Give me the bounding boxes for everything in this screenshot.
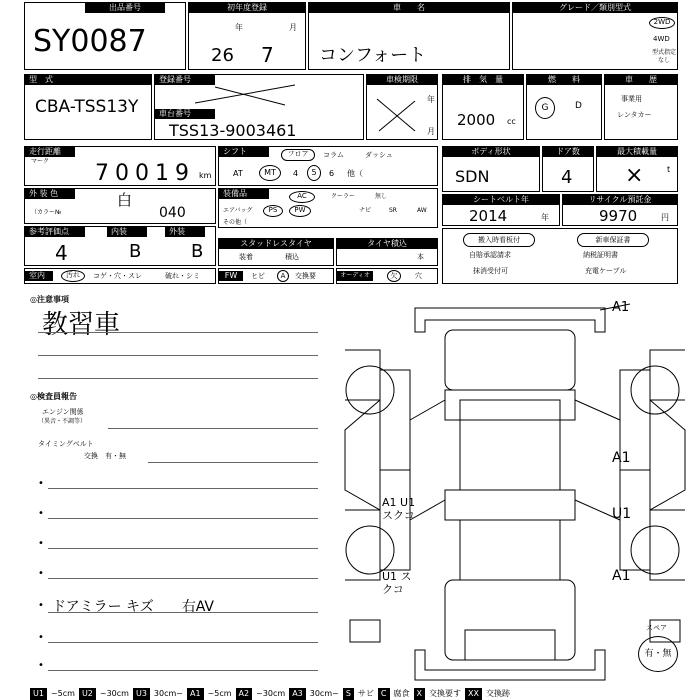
legend-desc-0: ~5cm <box>47 688 79 700</box>
legend-code-5: A3 <box>289 688 306 700</box>
diagram-label-left-door-front: U1 スクコ <box>382 570 412 596</box>
legend-code-8: X <box>414 688 425 700</box>
diagram-label-right-mid: U1 <box>612 506 632 522</box>
legend-code-9: XX <box>465 688 482 700</box>
first-reg-month: 7 <box>261 43 274 67</box>
registration-label: 登録番号 <box>155 75 215 85</box>
legend-desc-5: 30cm~ <box>306 688 343 700</box>
legend-code-4: A2 <box>236 688 253 700</box>
equip-pw: PW <box>289 205 311 217</box>
report-bullet-7: • <box>38 660 44 671</box>
displacement-unit: cc <box>507 117 516 126</box>
report-line-5 <box>48 612 318 613</box>
evaluation-box <box>24 226 216 266</box>
recycle-label: リサイクル預託金 <box>563 195 677 205</box>
report-bullet-6: • <box>38 632 44 643</box>
car-damage-diagram <box>330 290 700 686</box>
color-value: 白 <box>117 191 133 209</box>
grade-box <box>512 2 678 70</box>
first-reg-month-label: 月 <box>289 23 297 32</box>
overall-grade: 4 <box>55 241 68 265</box>
engine-line <box>108 428 318 429</box>
equipment-label: 装備品 <box>219 189 269 199</box>
legend-desc-6: サビ <box>354 688 378 700</box>
color-no-label: （カラー№ <box>31 209 62 216</box>
shift-5: 5 <box>307 165 321 181</box>
doors-value: 4 <box>561 167 573 188</box>
fuel-d: D <box>575 101 582 111</box>
engine-sub: （異音・不調等） <box>38 418 87 425</box>
equip-ps: PS <box>263 205 283 217</box>
history-label: 車 歴 <box>605 75 677 85</box>
car-name-label: 車 名 <box>309 3 509 13</box>
report-bullet-1: • <box>38 478 44 489</box>
body-label: ボディ形状 <box>443 147 539 157</box>
fw-exchange: 交換要 <box>295 272 316 280</box>
legend-code-7: C <box>378 688 390 700</box>
legend-desc-8: 交換要す <box>425 688 465 700</box>
interior-burn: コゲ・穴・スレ <box>93 272 142 280</box>
equip-ac: AC <box>289 191 315 203</box>
interior-dirt: 汚れ <box>61 270 85 282</box>
diagram-label-top-right: A1 <box>612 300 630 315</box>
doc-warranty: 新車保証書 <box>577 233 649 247</box>
capacity-value: × <box>625 163 644 188</box>
documents-box <box>442 228 678 284</box>
notes-line-2 <box>38 355 318 356</box>
fw-label: FW <box>219 271 243 281</box>
model-type: CBA-TSS13Y <box>35 97 139 117</box>
notes-text: 教習車 <box>42 310 121 340</box>
equip-cooler: クーラー <box>331 193 356 200</box>
mileage-value: 70019 <box>95 161 195 186</box>
timing-exchange: 交換 有・無 <box>84 452 126 460</box>
first-registration-label: 初年度登録 <box>189 3 305 13</box>
first-registration-box <box>188 2 306 70</box>
legend-desc-2: 30cm~ <box>150 688 187 700</box>
interior-tear: 破れ・シミ <box>165 272 200 280</box>
capacity-unit: t <box>667 165 671 174</box>
inspection-box <box>366 74 438 140</box>
color-label: 外 装 色 <box>25 189 75 199</box>
fuel-g: G <box>535 97 555 119</box>
seatbelt-year-unit: 年 <box>541 213 549 222</box>
studless-installed: 装着 <box>239 253 253 261</box>
recycle-unit: 円 <box>661 213 669 222</box>
model-type-label: 型 式 <box>25 75 151 85</box>
studless-loaded: 積込 <box>285 253 299 261</box>
doors-label: ドア数 <box>543 147 593 157</box>
displacement-value: 2000 <box>457 111 496 129</box>
history-box <box>604 74 678 140</box>
shift-dash: ダッシュ <box>365 151 393 159</box>
equip-other: その他（ <box>223 219 248 226</box>
interior-condition-box <box>24 268 216 284</box>
model-rank-none: 型式指定なし <box>651 49 676 64</box>
studless-box <box>218 238 334 266</box>
registration-box <box>154 74 364 140</box>
displacement-box <box>442 74 524 140</box>
report-line-1 <box>48 488 318 489</box>
lot-number-label: 出品番号 <box>85 3 165 13</box>
notes-label: ◎注意事項 <box>30 295 69 304</box>
tire-load-box <box>336 238 438 266</box>
inspection-year-label: 年 <box>427 95 435 104</box>
fw-crack: ヒビ <box>251 272 265 280</box>
audio-missing: 欠 <box>387 270 401 282</box>
history-rental: レンタカー <box>617 111 652 119</box>
doc-deregister: 抹消受付可 <box>473 267 508 275</box>
equip-none: 無し <box>375 193 388 200</box>
shift-floor: フロア <box>281 149 315 161</box>
timing-line <box>148 462 318 463</box>
notes-line-1 <box>38 332 318 333</box>
report-bullet-3: • <box>38 538 44 549</box>
report-line-3 <box>48 548 318 549</box>
report-line-7 <box>48 670 318 671</box>
legend-code-3: A1 <box>187 688 204 700</box>
recycle-value: 9970 <box>599 207 638 225</box>
equip-sr: SR <box>389 207 397 214</box>
interior-cond-label: 室内 <box>25 271 53 281</box>
shift-other: 他（ <box>347 169 363 178</box>
car-name-box <box>308 2 510 70</box>
model-type-box <box>24 74 152 140</box>
shift-6: 6 <box>329 169 335 178</box>
car-name: コンフォート <box>319 45 427 66</box>
legend-desc-4: ~30cm <box>252 688 289 700</box>
tire-load-label: タイヤ積込 <box>337 239 437 249</box>
capacity-box <box>596 146 678 192</box>
mileage-unit: km <box>199 171 212 180</box>
spare-value: 有・無 <box>638 636 678 672</box>
fuel-label: 燃 料 <box>527 75 601 85</box>
doc-signboard: 搬入時看板付 <box>463 233 535 247</box>
inspector-label: ◎検査員報告 <box>30 392 77 401</box>
legend-code-6: S <box>343 688 354 700</box>
grade-label: グレード／類別型式 <box>513 3 677 13</box>
doc-charger: 充電ケーブル <box>585 267 627 275</box>
drive-2wd: 2WD <box>649 17 675 29</box>
eval-label: 参考評価点 <box>25 227 85 237</box>
history-business: 事業用 <box>621 95 642 103</box>
tire-load-unit: 本 <box>417 253 424 261</box>
legend-desc-9: 交換跡 <box>482 688 514 700</box>
seatbelt-box <box>442 194 560 226</box>
report-text-5: ドアミラー キズ 右AV <box>52 599 215 615</box>
legend-code-0: U1 <box>30 688 47 700</box>
audio-hole: 穴 <box>415 272 422 280</box>
report-line-4 <box>48 578 318 579</box>
mileage-box <box>24 146 216 186</box>
shift-mt: MT <box>259 165 281 181</box>
chassis-label: 車台番号 <box>155 109 215 119</box>
shift-label: シフト <box>219 147 269 157</box>
doors-box <box>542 146 594 192</box>
legend-desc-1: ~30cm <box>96 688 133 700</box>
legend-desc-7: 腐食 <box>390 688 414 700</box>
fuel-box <box>526 74 602 140</box>
inspection-cross-out <box>375 97 419 133</box>
fw-box <box>218 268 334 284</box>
diagram-label-right-rear: A1 <box>612 450 631 466</box>
recycle-box <box>562 194 678 226</box>
displacement-label: 排 気 量 <box>443 75 523 85</box>
equip-aw: AW <box>417 207 427 214</box>
report-bullet-2: • <box>38 508 44 519</box>
registration-cross-out <box>195 83 295 107</box>
equipment-box <box>218 188 438 228</box>
body-value: SDN <box>455 167 490 186</box>
color-no: 040 <box>159 205 186 221</box>
seatbelt-label: シートベルト年 <box>443 195 559 205</box>
inspection-month-label: 月 <box>427 127 435 136</box>
first-reg-year-label: 年 <box>235 23 243 32</box>
audio-label: オーディオ <box>337 271 373 281</box>
interior-grade: B <box>129 241 142 262</box>
notes-line-3 <box>38 378 318 379</box>
damage-legend <box>30 688 700 700</box>
doc-tax: 納税証明書 <box>583 251 618 259</box>
shift-box <box>218 146 438 186</box>
report-line-2 <box>48 518 318 519</box>
mileage-mark: マーク <box>31 158 50 165</box>
drive-4wd: 4WD <box>653 35 670 43</box>
fw-a: A <box>277 270 289 282</box>
shift-at: AT <box>233 169 243 178</box>
equip-navi: ナビ <box>359 207 372 214</box>
shift-column: コラム <box>323 151 344 159</box>
legend-desc-3: ~5cm <box>204 688 236 700</box>
inspection-label: 車検期限 <box>367 75 437 85</box>
body-box <box>442 146 540 192</box>
shift-4: 4 <box>293 169 299 178</box>
diagram-label-right-front: A1 <box>612 568 631 584</box>
legend-code-1: U2 <box>79 688 96 700</box>
chassis-number: TSS13-9003461 <box>169 121 297 140</box>
legend-code-2: U3 <box>133 688 150 700</box>
studless-label: スタッドレスタイヤ <box>219 239 333 249</box>
lot-number: SY0087 <box>33 24 147 59</box>
report-line-6 <box>48 642 318 643</box>
exterior-grade: B <box>191 241 204 262</box>
audio-box <box>336 268 438 284</box>
diagram-label-left-door-rear: A1 U1 スクコ <box>382 496 416 522</box>
timing-label: タイミングベルト <box>38 440 94 448</box>
engine-label: エンジン関係 <box>42 408 84 416</box>
first-reg-year: 26 <box>211 45 234 66</box>
interior-eval-label: 内装 <box>107 227 147 237</box>
report-bullet-4: • <box>38 568 44 579</box>
mileage-label: 走行距離 <box>25 147 75 157</box>
seatbelt-year: 2014 <box>469 207 508 225</box>
capacity-label: 最大積載量 <box>597 147 677 157</box>
color-box <box>24 188 216 224</box>
doc-insurance: 自賠承認請求 <box>469 251 511 259</box>
lot-number-box <box>24 2 186 70</box>
equip-airbag: エアバッグ <box>223 207 253 214</box>
spare-label: スペア <box>646 624 667 632</box>
exterior-eval-label: 外装 <box>165 227 205 237</box>
report-bullet-5: • <box>38 600 44 611</box>
